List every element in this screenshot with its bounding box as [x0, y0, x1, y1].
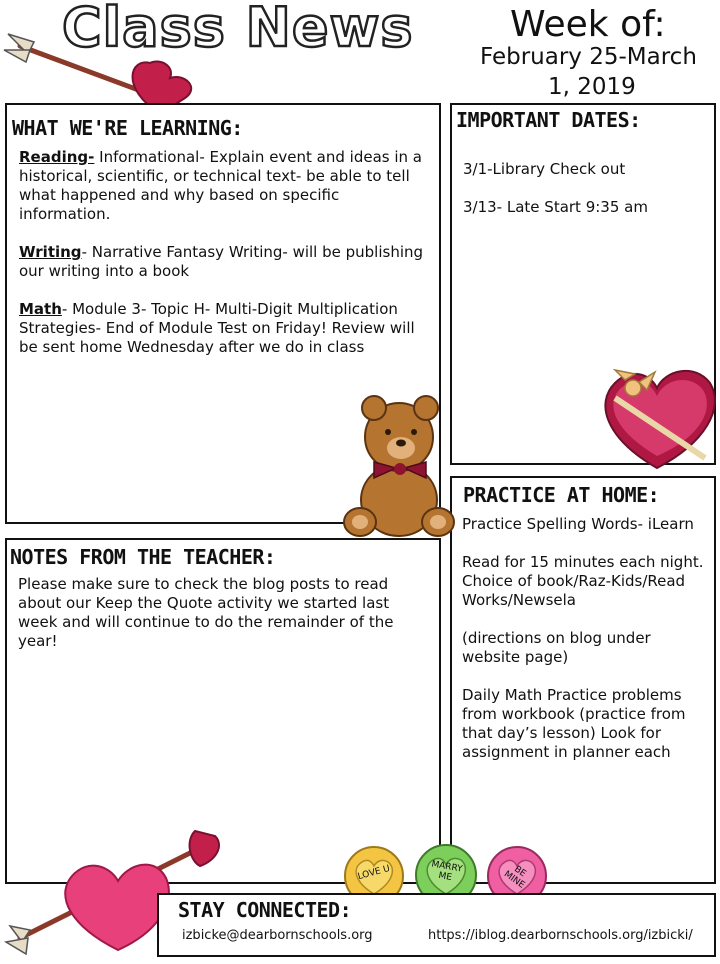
email-link[interactable]: izbicke@dearbornschools.org [182, 928, 373, 943]
dates-heading: IMPORTANT DATES: [456, 108, 641, 132]
notes-heading: NOTES FROM THE TEACHER: [10, 545, 276, 569]
notes-text: Please make sure to check the blog posts to read about our Keep the Quote activity we started last week and will continue to do the remainder of the year! [18, 575, 394, 650]
heart-gift-box-image [595, 358, 720, 473]
learning-item-reading: Reading- Informational- Explain event and ideas in a historical, scientific, or technical text- be able to tell what happened and why based on specific information. [19, 148, 422, 223]
candy-text: MARRY ME [430, 859, 464, 884]
subject-math: Math [19, 300, 62, 318]
page-title: Class News [62, 0, 414, 59]
candy-text: LOVE U [356, 863, 392, 883]
week-dates-line1: February 25-March [480, 44, 697, 70]
teddy-bear-image [338, 392, 460, 544]
practice-heading: PRACTICE AT HOME: [463, 483, 660, 507]
subject-reading: Reading- [19, 148, 95, 166]
candy-text: BE MINE [501, 864, 528, 891]
dates-list [463, 160, 703, 236]
learning-heading: WHAT WE'RE LEARNING: [12, 116, 243, 140]
date-item: 3/13- Late Start 9:35 am [463, 198, 648, 216]
week-dates-line2: 1, 2019 [548, 74, 636, 100]
practice-item: Practice Spelling Words- iLearn [462, 515, 694, 533]
date-item: 3/1-Library Check out [463, 160, 626, 178]
week-label: Week of: [510, 4, 666, 45]
learning-content [19, 148, 424, 376]
practice-item: Read for 15 minutes each night. Choice of book/Raz-Kids/Read Works/Newsela [462, 553, 704, 609]
connected-heading: STAY CONNECTED: [178, 898, 352, 922]
subject-writing: Writing [19, 243, 82, 261]
practice-item: (directions on blog under website page) [462, 629, 651, 666]
website-link[interactable]: https://iblog.dearbornschools.org/izbicki/ [428, 928, 693, 943]
practice-item: Daily Math Practice problems from workbook (practice from that day’s lesson) Look for assignment in planner each [462, 686, 686, 761]
learning-item-math: Math- Module 3- Topic H- Multi-Digit Multiplication Strategies- End of Module Test on Friday! Review will be sent home Wednesday after we do in class [19, 300, 415, 356]
practice-list [462, 515, 707, 781]
learning-item-writing: Writing- Narrative Fantasy Writing- will be publishing our writing into a book [19, 243, 424, 280]
